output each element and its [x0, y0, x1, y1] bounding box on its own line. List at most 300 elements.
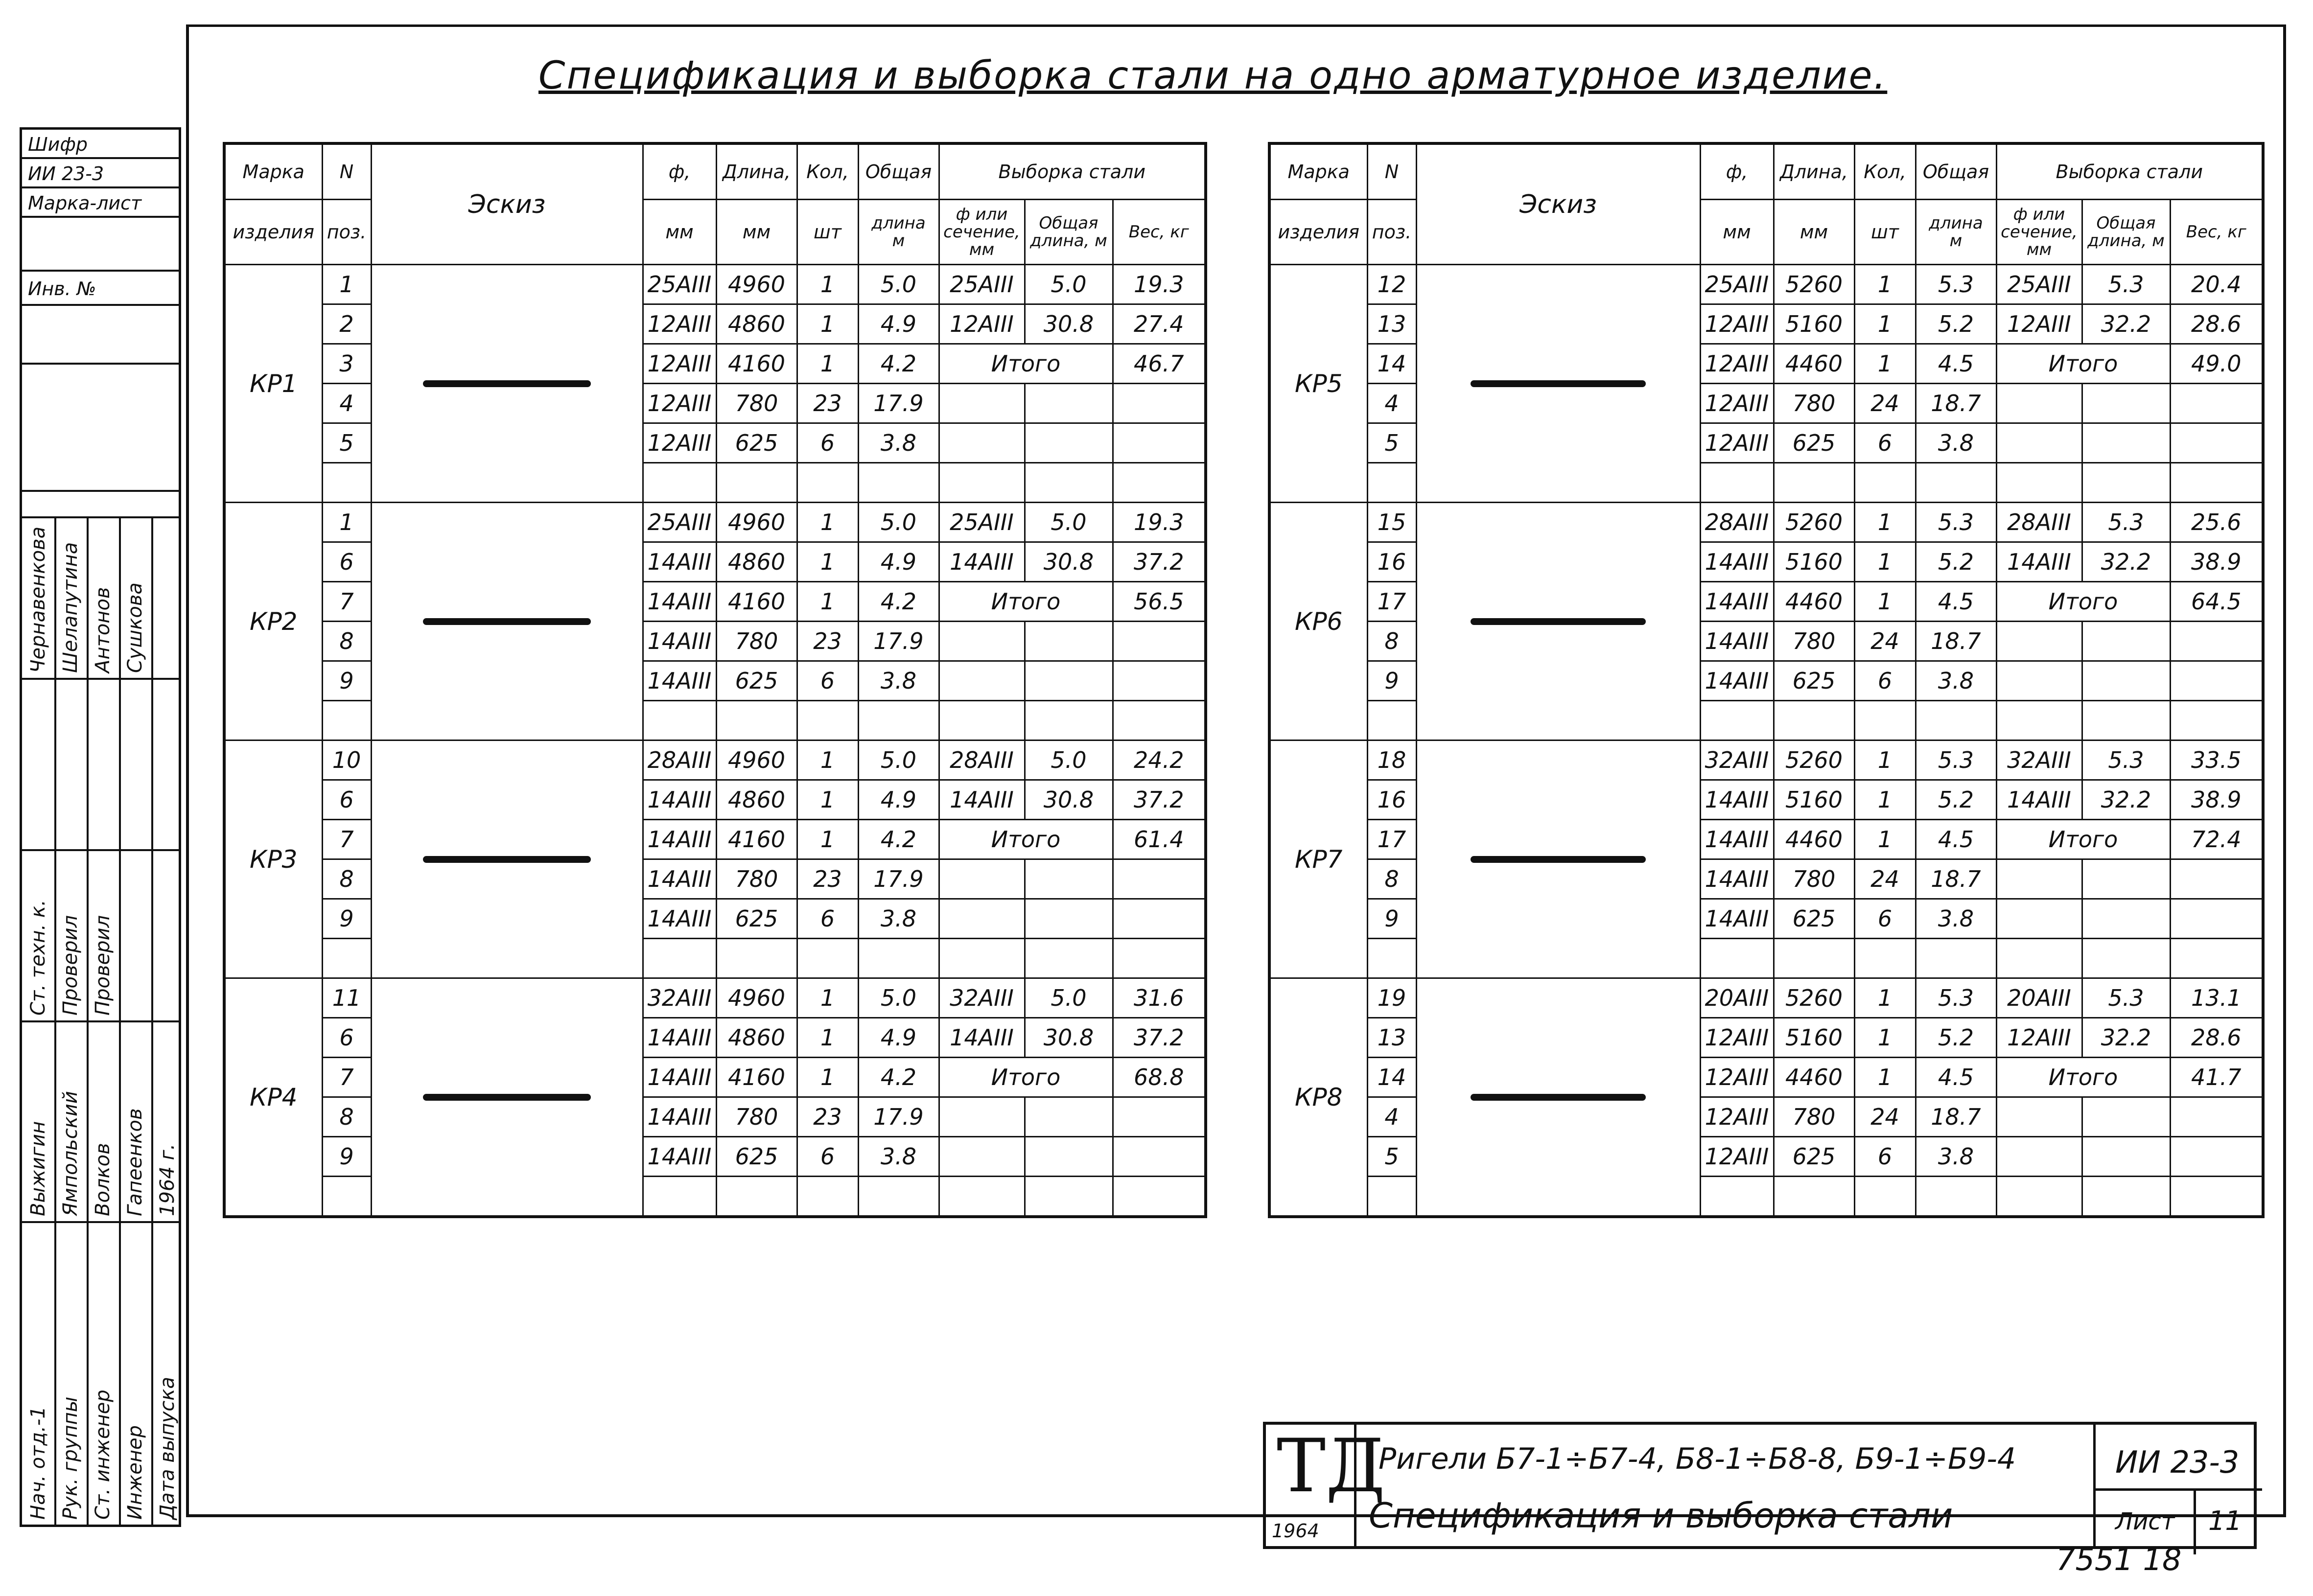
length-mm: 4860 — [716, 304, 797, 344]
quantity: 1 — [797, 1018, 858, 1058]
diameter: 14АIII — [643, 1058, 716, 1097]
steel-length: 5.3 — [2082, 503, 2170, 542]
steel-weight — [2170, 384, 2263, 423]
hdr-mm: мм — [643, 200, 716, 265]
position-number: 9 — [322, 661, 371, 701]
steel-diameter — [939, 1177, 1025, 1217]
total-length-m — [1916, 463, 1996, 503]
position-number: 15 — [1367, 503, 1416, 542]
rebar-sketch-line — [423, 380, 590, 387]
diameter: 12АIII — [1700, 423, 1774, 463]
quantity: 1 — [797, 582, 858, 622]
steel-diameter — [939, 859, 1025, 899]
side-stamp — [20, 127, 181, 1527]
diameter: 14АIII — [643, 859, 716, 899]
stamp-name: Чернавенкова — [27, 526, 49, 673]
total-length-m: 17.9 — [858, 622, 939, 661]
steel-diameter — [939, 899, 1025, 939]
steel-length — [2082, 463, 2170, 503]
position-number: 8 — [322, 622, 371, 661]
quantity: 6 — [797, 1137, 858, 1177]
table-row — [224, 740, 1206, 780]
steel-diameter: 12АIII — [939, 304, 1025, 344]
steel-weight: 20.4 — [2170, 265, 2263, 304]
steel-diameter: 12АIII — [1996, 1018, 2082, 1058]
hdr-dlina-word: длина — [871, 213, 926, 233]
steel-total-weight: 56.5 — [1113, 582, 1206, 622]
steel-total-label: Итого — [1996, 1058, 2170, 1097]
total-length-m: 17.9 — [858, 1097, 939, 1137]
item-mark: КР4 — [224, 978, 322, 1217]
position-number: 7 — [322, 820, 371, 859]
archive-number: 7551 18 — [2056, 1542, 2182, 1577]
steel-weight — [2170, 622, 2263, 661]
length-mm: 780 — [716, 859, 797, 899]
title-block-line1: Ригели Б7-1÷Б7-4, Б8-1÷Б8-8, Б9-1÷Б9-4 — [1378, 1442, 2016, 1476]
steel-diameter — [939, 423, 1025, 463]
length-mm: 4460 — [1774, 1058, 1854, 1097]
quantity — [1854, 1177, 1916, 1217]
position-number: 14 — [1367, 1058, 1416, 1097]
total-length-m: 4.5 — [1916, 582, 1996, 622]
hdr-phi-ili: ф или сечение, мм — [1996, 200, 2082, 265]
steel-diameter: 14АIII — [1996, 542, 2082, 582]
total-length-m: 17.9 — [858, 384, 939, 423]
steel-diameter: 12АIII — [1996, 304, 2082, 344]
stamp-row-line — [22, 678, 179, 680]
position-number: 3 — [322, 344, 371, 384]
steel-total-weight: 72.4 — [2170, 820, 2263, 859]
position-number — [322, 1177, 371, 1217]
shifr-label: Шифр — [22, 130, 179, 159]
steel-weight — [2170, 701, 2263, 740]
steel-diameter: 14АIII — [939, 542, 1025, 582]
title-block-line2: Спецификация и выборка стали — [1369, 1496, 1953, 1536]
steel-length: 30.8 — [1025, 780, 1113, 820]
hdr-phi-ili: ф или сечение, мм — [939, 200, 1025, 265]
quantity: 1 — [1854, 344, 1916, 384]
total-length-m: 5.2 — [1916, 1018, 1996, 1058]
steel-length: 32.2 — [2082, 542, 2170, 582]
steel-length: 30.8 — [1025, 304, 1113, 344]
steel-diameter — [1996, 1097, 2082, 1137]
length-mm — [716, 939, 797, 978]
steel-diameter: 25АIII — [1996, 265, 2082, 304]
item-mark: КР8 — [1269, 978, 1367, 1217]
hdr-obsh-dlina: Общая длина, м — [2082, 200, 2170, 265]
inv-label: Инв. № — [22, 272, 179, 306]
position-number: 16 — [1367, 780, 1416, 820]
stamp-empty-2 — [22, 306, 179, 365]
hdr-kol: Кол, — [1854, 143, 1916, 200]
length-mm: 5160 — [1774, 1018, 1854, 1058]
total-length-m: 5.0 — [858, 978, 939, 1018]
stamp-name: Шелапутина — [59, 542, 82, 673]
total-length-m: 18.7 — [1916, 384, 1996, 423]
position-number: 8 — [322, 859, 371, 899]
shifr-value: ИИ 23-3 — [22, 159, 179, 188]
steel-diameter — [1996, 463, 2082, 503]
doc-code: ИИ 23-3 — [2115, 1444, 2240, 1480]
diameter: 14АIII — [643, 542, 716, 582]
steel-length — [2082, 1137, 2170, 1177]
hdr-dlina-m — [1916, 200, 1996, 265]
quantity: 1 — [1854, 780, 1916, 820]
hdr-poz: поз. — [1367, 200, 1416, 265]
steel-length — [2082, 859, 2170, 899]
length-mm: 625 — [716, 899, 797, 939]
length-mm: 780 — [716, 622, 797, 661]
diameter — [643, 939, 716, 978]
rebar-sketch-line — [423, 618, 590, 625]
position-number — [322, 939, 371, 978]
position-number: 5 — [1367, 423, 1416, 463]
table-row — [224, 503, 1206, 542]
quantity: 6 — [797, 423, 858, 463]
position-number: 9 — [322, 899, 371, 939]
steel-weight: 37.2 — [1113, 780, 1206, 820]
sketch-cell — [1416, 503, 1700, 740]
total-length-m: 5.3 — [1916, 503, 1996, 542]
hdr-dlina-word: длина — [1929, 213, 1983, 233]
steel-length: 5.0 — [1025, 740, 1113, 780]
length-mm: 5260 — [1774, 503, 1854, 542]
steel-length — [1025, 661, 1113, 701]
steel-total-label: Итого — [939, 582, 1113, 622]
length-mm: 780 — [1774, 1097, 1854, 1137]
length-mm: 5160 — [1774, 780, 1854, 820]
logo-year: 1964 — [1272, 1520, 1319, 1542]
steel-length — [1025, 701, 1113, 740]
steel-total-weight: 61.4 — [1113, 820, 1206, 859]
table-row — [1269, 265, 2263, 304]
position-number — [322, 701, 371, 740]
quantity: 1 — [1854, 1058, 1916, 1097]
length-mm: 4160 — [716, 1058, 797, 1097]
hdr-phi: ф, — [1700, 143, 1774, 200]
steel-diameter — [1996, 423, 2082, 463]
steel-length — [1025, 939, 1113, 978]
diameter: 32АIII — [1700, 740, 1774, 780]
stamp-name: Антонов — [92, 587, 114, 673]
steel-weight: 33.5 — [2170, 740, 2263, 780]
sketch-cell — [371, 978, 643, 1217]
stamp-empty-1 — [22, 218, 179, 272]
hdr-vyborka: Выборка стали — [939, 143, 1206, 200]
stamp-role: Рук. группы — [59, 1396, 82, 1520]
sheet-number: 11 — [2208, 1505, 2242, 1536]
position-number: 14 — [1367, 344, 1416, 384]
hdr-m: м — [1949, 231, 1963, 251]
total-length-m: 3.8 — [1916, 899, 1996, 939]
steel-weight — [1113, 701, 1206, 740]
steel-length — [1025, 423, 1113, 463]
steel-weight — [1113, 384, 1206, 423]
stamp-empty-3 — [22, 365, 179, 492]
total-length-m: 5.0 — [858, 740, 939, 780]
steel-weight: 28.6 — [2170, 304, 2263, 344]
diameter: 14АIII — [643, 661, 716, 701]
diameter: 14АIII — [1700, 780, 1774, 820]
diameter: 12АIII — [1700, 1097, 1774, 1137]
steel-diameter — [1996, 1177, 2082, 1217]
total-length-m: 5.3 — [1916, 740, 1996, 780]
steel-length — [2082, 1177, 2170, 1217]
position-number: 9 — [322, 1137, 371, 1177]
steel-length: 32.2 — [2082, 1018, 2170, 1058]
quantity: 6 — [1854, 1137, 1916, 1177]
marka-list-label: Марка-лист — [22, 188, 179, 218]
quantity: 1 — [1854, 740, 1916, 780]
steel-length — [1025, 859, 1113, 899]
stamp-role: Проверил — [92, 915, 114, 1016]
total-length-m: 5.2 — [1916, 542, 1996, 582]
steel-weight: 28.6 — [2170, 1018, 2263, 1058]
item-mark: КР7 — [1269, 740, 1367, 978]
hdr-mm: мм — [1700, 200, 1774, 265]
steel-length: 32.2 — [2082, 780, 2170, 820]
quantity: 1 — [797, 1058, 858, 1097]
steel-diameter — [939, 939, 1025, 978]
position-number: 8 — [322, 1097, 371, 1137]
sketch-cell — [371, 265, 643, 503]
steel-diameter — [939, 622, 1025, 661]
position-number: 5 — [322, 423, 371, 463]
diameter — [1700, 463, 1774, 503]
steel-diameter: 14АIII — [1996, 780, 2082, 820]
steel-weight: 19.3 — [1113, 265, 1206, 304]
quantity: 1 — [797, 542, 858, 582]
sketch-cell — [1416, 978, 1700, 1217]
hdr-sht: шт — [1854, 200, 1916, 265]
stamp-date: 1964 г. — [156, 1143, 179, 1216]
quantity: 1 — [1854, 503, 1916, 542]
length-mm — [1774, 1177, 1854, 1217]
position-number — [1367, 1177, 1416, 1217]
diameter: 25АIII — [643, 503, 716, 542]
length-mm: 625 — [716, 1137, 797, 1177]
diameter: 12АIII — [643, 344, 716, 384]
quantity: 23 — [797, 1097, 858, 1137]
item-mark: КР1 — [224, 265, 322, 503]
quantity — [797, 939, 858, 978]
steel-weight: 37.2 — [1113, 1018, 1206, 1058]
steel-length: 5.3 — [2082, 978, 2170, 1018]
steel-length — [2082, 939, 2170, 978]
steel-length — [1025, 622, 1113, 661]
quantity: 1 — [1854, 1018, 1916, 1058]
steel-total-label: Итого — [1996, 820, 2170, 859]
position-number: 7 — [322, 582, 371, 622]
hdr-dlina: Длина, — [1774, 143, 1854, 200]
diameter: 12АIII — [1700, 384, 1774, 423]
steel-total-label: Итого — [939, 1058, 1113, 1097]
steel-length: 30.8 — [1025, 542, 1113, 582]
position-number: 4 — [322, 384, 371, 423]
total-length-m: 5.2 — [1916, 780, 1996, 820]
steel-diameter — [939, 701, 1025, 740]
diameter: 12АIII — [643, 423, 716, 463]
length-mm: 625 — [1774, 899, 1854, 939]
stamp-role: Нач. отд.-1 — [27, 1406, 49, 1520]
length-mm: 4860 — [716, 780, 797, 820]
steel-weight — [1113, 899, 1206, 939]
diameter: 12АIII — [1700, 1137, 1774, 1177]
sheet-divider — [2194, 1491, 2196, 1554]
steel-length — [2082, 661, 2170, 701]
total-length-m: 18.7 — [1916, 859, 1996, 899]
steel-length — [1025, 899, 1113, 939]
steel-diameter: 28АIII — [1996, 503, 2082, 542]
position-number: 18 — [1367, 740, 1416, 780]
quantity: 1 — [1854, 582, 1916, 622]
steel-weight — [1113, 939, 1206, 978]
steel-diameter — [939, 1137, 1025, 1177]
length-mm: 5260 — [1774, 978, 1854, 1018]
length-mm: 625 — [1774, 1137, 1854, 1177]
diameter: 25АIII — [1700, 265, 1774, 304]
length-mm: 625 — [1774, 423, 1854, 463]
steel-total-label: Итого — [1996, 344, 2170, 384]
quantity: 1 — [797, 265, 858, 304]
rebar-sketch-line — [1471, 380, 1646, 387]
diameter: 12АIII — [1700, 344, 1774, 384]
total-length-m: 3.8 — [858, 1137, 939, 1177]
length-mm: 4160 — [716, 344, 797, 384]
steel-length — [1025, 463, 1113, 503]
steel-length: 5.0 — [1025, 503, 1113, 542]
hdr-obsh-dlina: Общая длина, м — [1025, 200, 1113, 265]
diameter — [643, 701, 716, 740]
diameter: 12АIII — [1700, 1018, 1774, 1058]
length-mm: 625 — [1774, 661, 1854, 701]
steel-length — [2082, 423, 2170, 463]
stamp-name: Выжигин — [27, 1121, 49, 1216]
length-mm — [1774, 939, 1854, 978]
length-mm: 4460 — [1774, 344, 1854, 384]
spec-table-right — [1268, 142, 2265, 1218]
steel-total-label: Итого — [1996, 582, 2170, 622]
steel-diameter — [1996, 661, 2082, 701]
steel-diameter — [1996, 622, 2082, 661]
diameter: 14АIII — [643, 582, 716, 622]
quantity: 6 — [1854, 661, 1916, 701]
stamp-role: Ст. инженер — [92, 1389, 114, 1520]
steel-weight — [1113, 661, 1206, 701]
steel-length — [2082, 899, 2170, 939]
quantity: 23 — [797, 622, 858, 661]
length-mm: 4960 — [716, 978, 797, 1018]
hdr-mm: мм — [716, 200, 797, 265]
sketch-cell — [1416, 740, 1700, 978]
table-row — [1269, 740, 2263, 780]
hdr-ves: Вес, кг — [2170, 200, 2263, 265]
steel-weight: 38.9 — [2170, 542, 2263, 582]
steel-length — [2082, 622, 2170, 661]
hdr-poz: поз. — [322, 200, 371, 265]
quantity — [1854, 939, 1916, 978]
steel-length — [1025, 384, 1113, 423]
position-number: 6 — [322, 542, 371, 582]
position-number: 12 — [1367, 265, 1416, 304]
hdr-izdelia: изделия — [224, 200, 322, 265]
length-mm: 625 — [716, 661, 797, 701]
steel-length — [2082, 384, 2170, 423]
length-mm: 780 — [1774, 622, 1854, 661]
position-number: 1 — [322, 265, 371, 304]
diameter: 28АIII — [643, 740, 716, 780]
quantity — [1854, 701, 1916, 740]
total-length-m — [858, 463, 939, 503]
length-mm: 4960 — [716, 265, 797, 304]
steel-total-weight: 46.7 — [1113, 344, 1206, 384]
total-length-m: 18.7 — [1916, 622, 1996, 661]
total-length-m — [858, 1177, 939, 1217]
length-mm: 4960 — [716, 740, 797, 780]
position-number: 11 — [322, 978, 371, 1018]
steel-weight — [2170, 661, 2263, 701]
quantity: 6 — [797, 661, 858, 701]
stamp-row-line — [22, 1221, 179, 1223]
position-number — [1367, 463, 1416, 503]
position-number: 4 — [1367, 384, 1416, 423]
steel-diameter — [939, 463, 1025, 503]
quantity: 1 — [1854, 265, 1916, 304]
diameter: 12АIII — [1700, 304, 1774, 344]
position-number: 4 — [1367, 1097, 1416, 1137]
position-number: 2 — [322, 304, 371, 344]
steel-length — [1025, 1177, 1113, 1217]
steel-total-weight: 49.0 — [2170, 344, 2263, 384]
diameter: 14АIII — [1700, 542, 1774, 582]
steel-diameter: 32АIII — [1996, 740, 2082, 780]
diameter: 14АIII — [1700, 582, 1774, 622]
diameter — [643, 1177, 716, 1217]
logo-mark: ТД — [1277, 1424, 1385, 1509]
quantity — [797, 701, 858, 740]
steel-length: 5.3 — [2082, 740, 2170, 780]
steel-weight: 24.2 — [1113, 740, 1206, 780]
total-length-m: 4.9 — [858, 542, 939, 582]
steel-length: 5.0 — [1025, 265, 1113, 304]
item-mark: КР6 — [1269, 503, 1367, 740]
hdr-izdelia: изделия — [1269, 200, 1367, 265]
quantity: 1 — [1854, 978, 1916, 1018]
steel-diameter — [1996, 701, 2082, 740]
hdr-dlina-m — [858, 200, 939, 265]
diameter: 14АIII — [643, 622, 716, 661]
total-length-m: 3.8 — [858, 423, 939, 463]
quantity: 24 — [1854, 384, 1916, 423]
position-number: 1 — [322, 503, 371, 542]
rebar-sketch-line — [423, 856, 590, 863]
steel-diameter — [939, 661, 1025, 701]
sketch-cell — [371, 740, 643, 978]
hdr-marka: Марка — [224, 143, 322, 200]
quantity: 24 — [1854, 622, 1916, 661]
steel-weight: 19.3 — [1113, 503, 1206, 542]
rebar-sketch-line — [1471, 856, 1646, 863]
stamp-row-line — [22, 1020, 179, 1022]
total-length-m: 3.8 — [858, 899, 939, 939]
total-length-m: 4.9 — [858, 780, 939, 820]
hdr-sht: шт — [797, 200, 858, 265]
diameter: 14АIII — [1700, 622, 1774, 661]
length-mm: 780 — [716, 1097, 797, 1137]
diameter: 12АIII — [1700, 1058, 1774, 1097]
hdr-m: м — [892, 231, 905, 251]
hdr-marka: Марка — [1269, 143, 1367, 200]
